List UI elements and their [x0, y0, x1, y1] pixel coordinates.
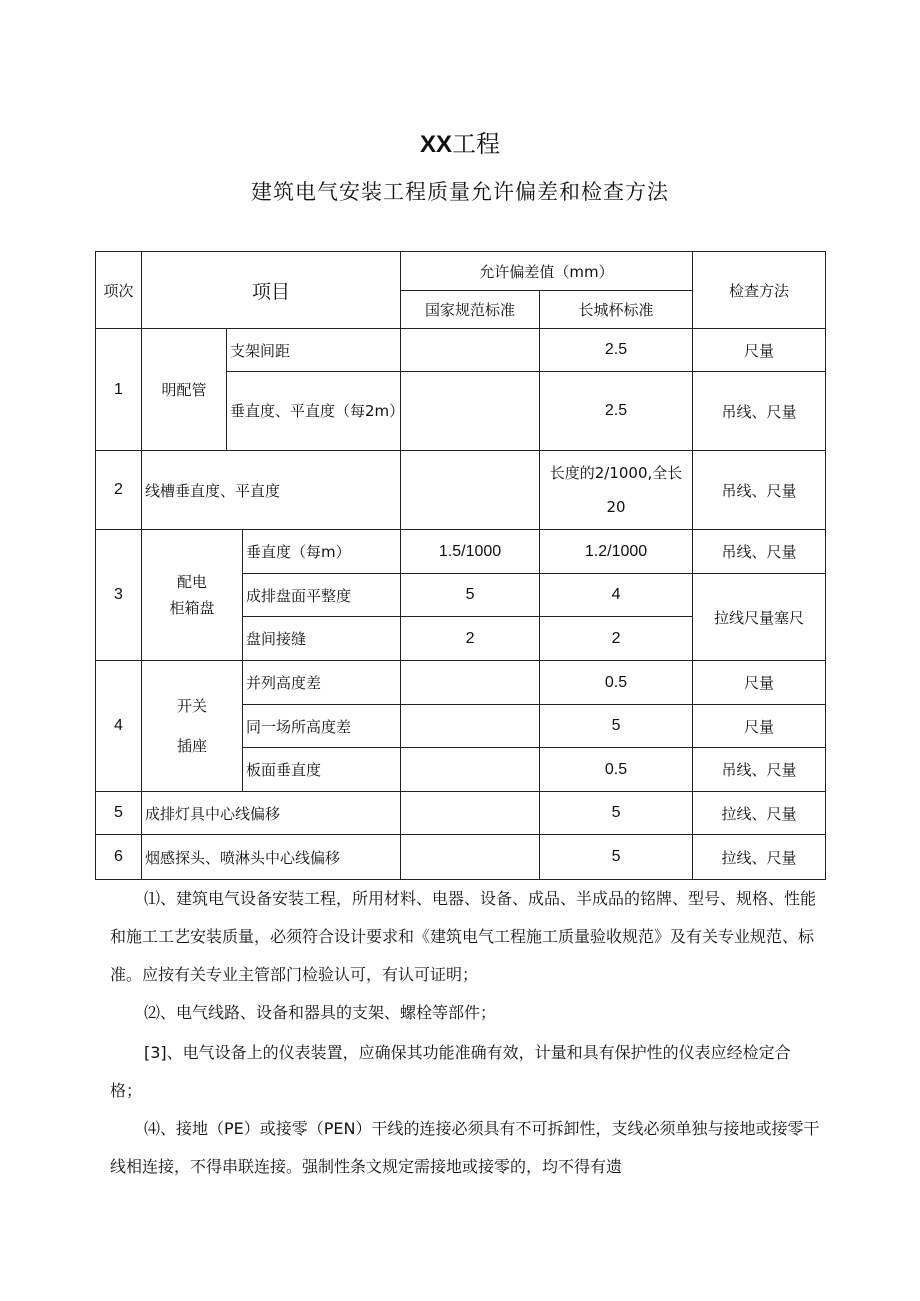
row-national-value [401, 661, 540, 705]
group-line-2: 柜箱盘 [169, 599, 215, 617]
header-changcheng: 长城杯标准 [540, 291, 693, 329]
row-item-name: 成排灯具中心线偏移 [142, 792, 401, 835]
row-national-value [401, 835, 540, 880]
group-line-1: 开关 [176, 697, 207, 715]
document-title [0, 124, 920, 159]
row-changcheng-value: 5 [540, 792, 693, 835]
table-row [96, 792, 826, 835]
header-allowance: 允许偏差值（mm） [401, 252, 693, 291]
note-paragraph-2: ⑵、电气线路、设备和器具的支架、螺栓等部件； [144, 1003, 497, 1022]
row-method: 尺量 [693, 329, 826, 372]
row-item-name: 成排盘面平整度 [243, 574, 401, 617]
table-row [96, 451, 826, 530]
row-index: 4 [96, 661, 142, 792]
row-index: 1 [96, 329, 142, 451]
row-index: 5 [96, 792, 142, 835]
row-item-name: 同一场所高度差 [243, 705, 401, 748]
row-method: 吊线、尺量 [693, 530, 826, 574]
row-item-name: 垂直度（每m） [243, 530, 401, 574]
header-index: 项次 [96, 252, 142, 329]
header-method: 检查方法 [693, 252, 826, 329]
group-line-2: 插座 [176, 737, 207, 755]
row-item-name: 烟感探头、喷淋头中心线偏移 [142, 835, 401, 880]
document-subtitle: 建筑电气安装工程质量允许偏差和检查方法 [251, 180, 669, 204]
row-item-name: 支架间距 [227, 329, 401, 372]
group-line-1: 配电 [176, 573, 207, 591]
row-method: 尺量 [693, 705, 826, 748]
title-rest-part: 工程 [452, 130, 500, 158]
table-row [96, 661, 826, 705]
row-item-name: 垂直度、平直度（每2m） [227, 372, 401, 451]
row-changcheng-value: 5 [540, 835, 693, 880]
row-changcheng-value: 2 [540, 617, 693, 661]
row-method: 吊线、尺量 [693, 372, 826, 451]
row-item-name: 板面垂直度 [243, 748, 401, 792]
title-bold-part: XX [419, 131, 452, 158]
row-national-value [401, 792, 540, 835]
table-row [96, 530, 826, 574]
row-national-value [401, 451, 540, 530]
row-national-value [401, 329, 540, 372]
row-changcheng-value: 1.2/1000 [540, 530, 693, 574]
table-row [96, 329, 826, 372]
row-index: 2 [96, 451, 142, 530]
row-index: 6 [96, 835, 142, 880]
row-national-value: 5 [401, 574, 540, 617]
row-national-value: 1.5/1000 [401, 530, 540, 574]
row-changcheng-value: 2.5 [540, 372, 693, 451]
header-national: 国家规范标准 [401, 291, 540, 329]
note-paragraph-1: ⑴、建筑电气设备安装工程，所用材料、电器、设备、成品、半成品的铭牌、型号、规格、性能和施工工艺安装质量，必须符合设计要求和《建筑电气工程施工质量验收规范》及有关专业规范、标准。应按有关专业主管部门检验认可，有认可证明； [110, 889, 817, 984]
row-method: 吊线、尺量 [693, 451, 826, 530]
row-changcheng-value: 5 [540, 705, 693, 748]
row-changcheng-value: 长度的2/1000,全长20 [540, 451, 693, 530]
row-changcheng-value: 0.5 [540, 661, 693, 705]
row-changcheng-value: 2.5 [540, 329, 693, 372]
row-national-value [401, 372, 540, 451]
row-group [142, 530, 243, 661]
row-changcheng-value: 4 [540, 574, 693, 617]
row-national-value: 2 [401, 617, 540, 661]
row-index: 3 [96, 530, 142, 661]
header-row-1 [96, 252, 826, 291]
row-item-name: 并列高度差 [243, 661, 401, 705]
row-method: 尺量 [693, 661, 826, 705]
table-row [96, 835, 826, 880]
row-changcheng-value: 0.5 [540, 748, 693, 792]
row-national-value [401, 748, 540, 792]
row-method: 拉线、尺量 [693, 835, 826, 880]
row-item-name: 线槽垂直度、平直度 [142, 451, 401, 530]
row-method: 吊线、尺量 [693, 748, 826, 792]
row-method: 拉线、尺量 [693, 792, 826, 835]
tolerance-table [95, 251, 826, 880]
note-paragraph-4: ⑷、接地（PE）或接零（PEN）干线的连接必须具有不可拆卸性，支线必须单独与接地或接零干线相连接，不得串联连接。强制性条文规定需接地或接零的，均不得有遗 [110, 1119, 820, 1176]
row-item-name: 盘间接缝 [243, 617, 401, 661]
header-item: 项目 [142, 252, 401, 329]
row-group [142, 661, 243, 792]
note-paragraph-3: [3]、电气设备上的仪表装置，应确保其功能准确有效，计量和具有保护性的仪表应经检定合格； [110, 1043, 791, 1100]
row-national-value [401, 705, 540, 748]
row-group: 明配管 [142, 329, 227, 451]
row-method: 拉线尺量塞尺 [693, 574, 826, 661]
